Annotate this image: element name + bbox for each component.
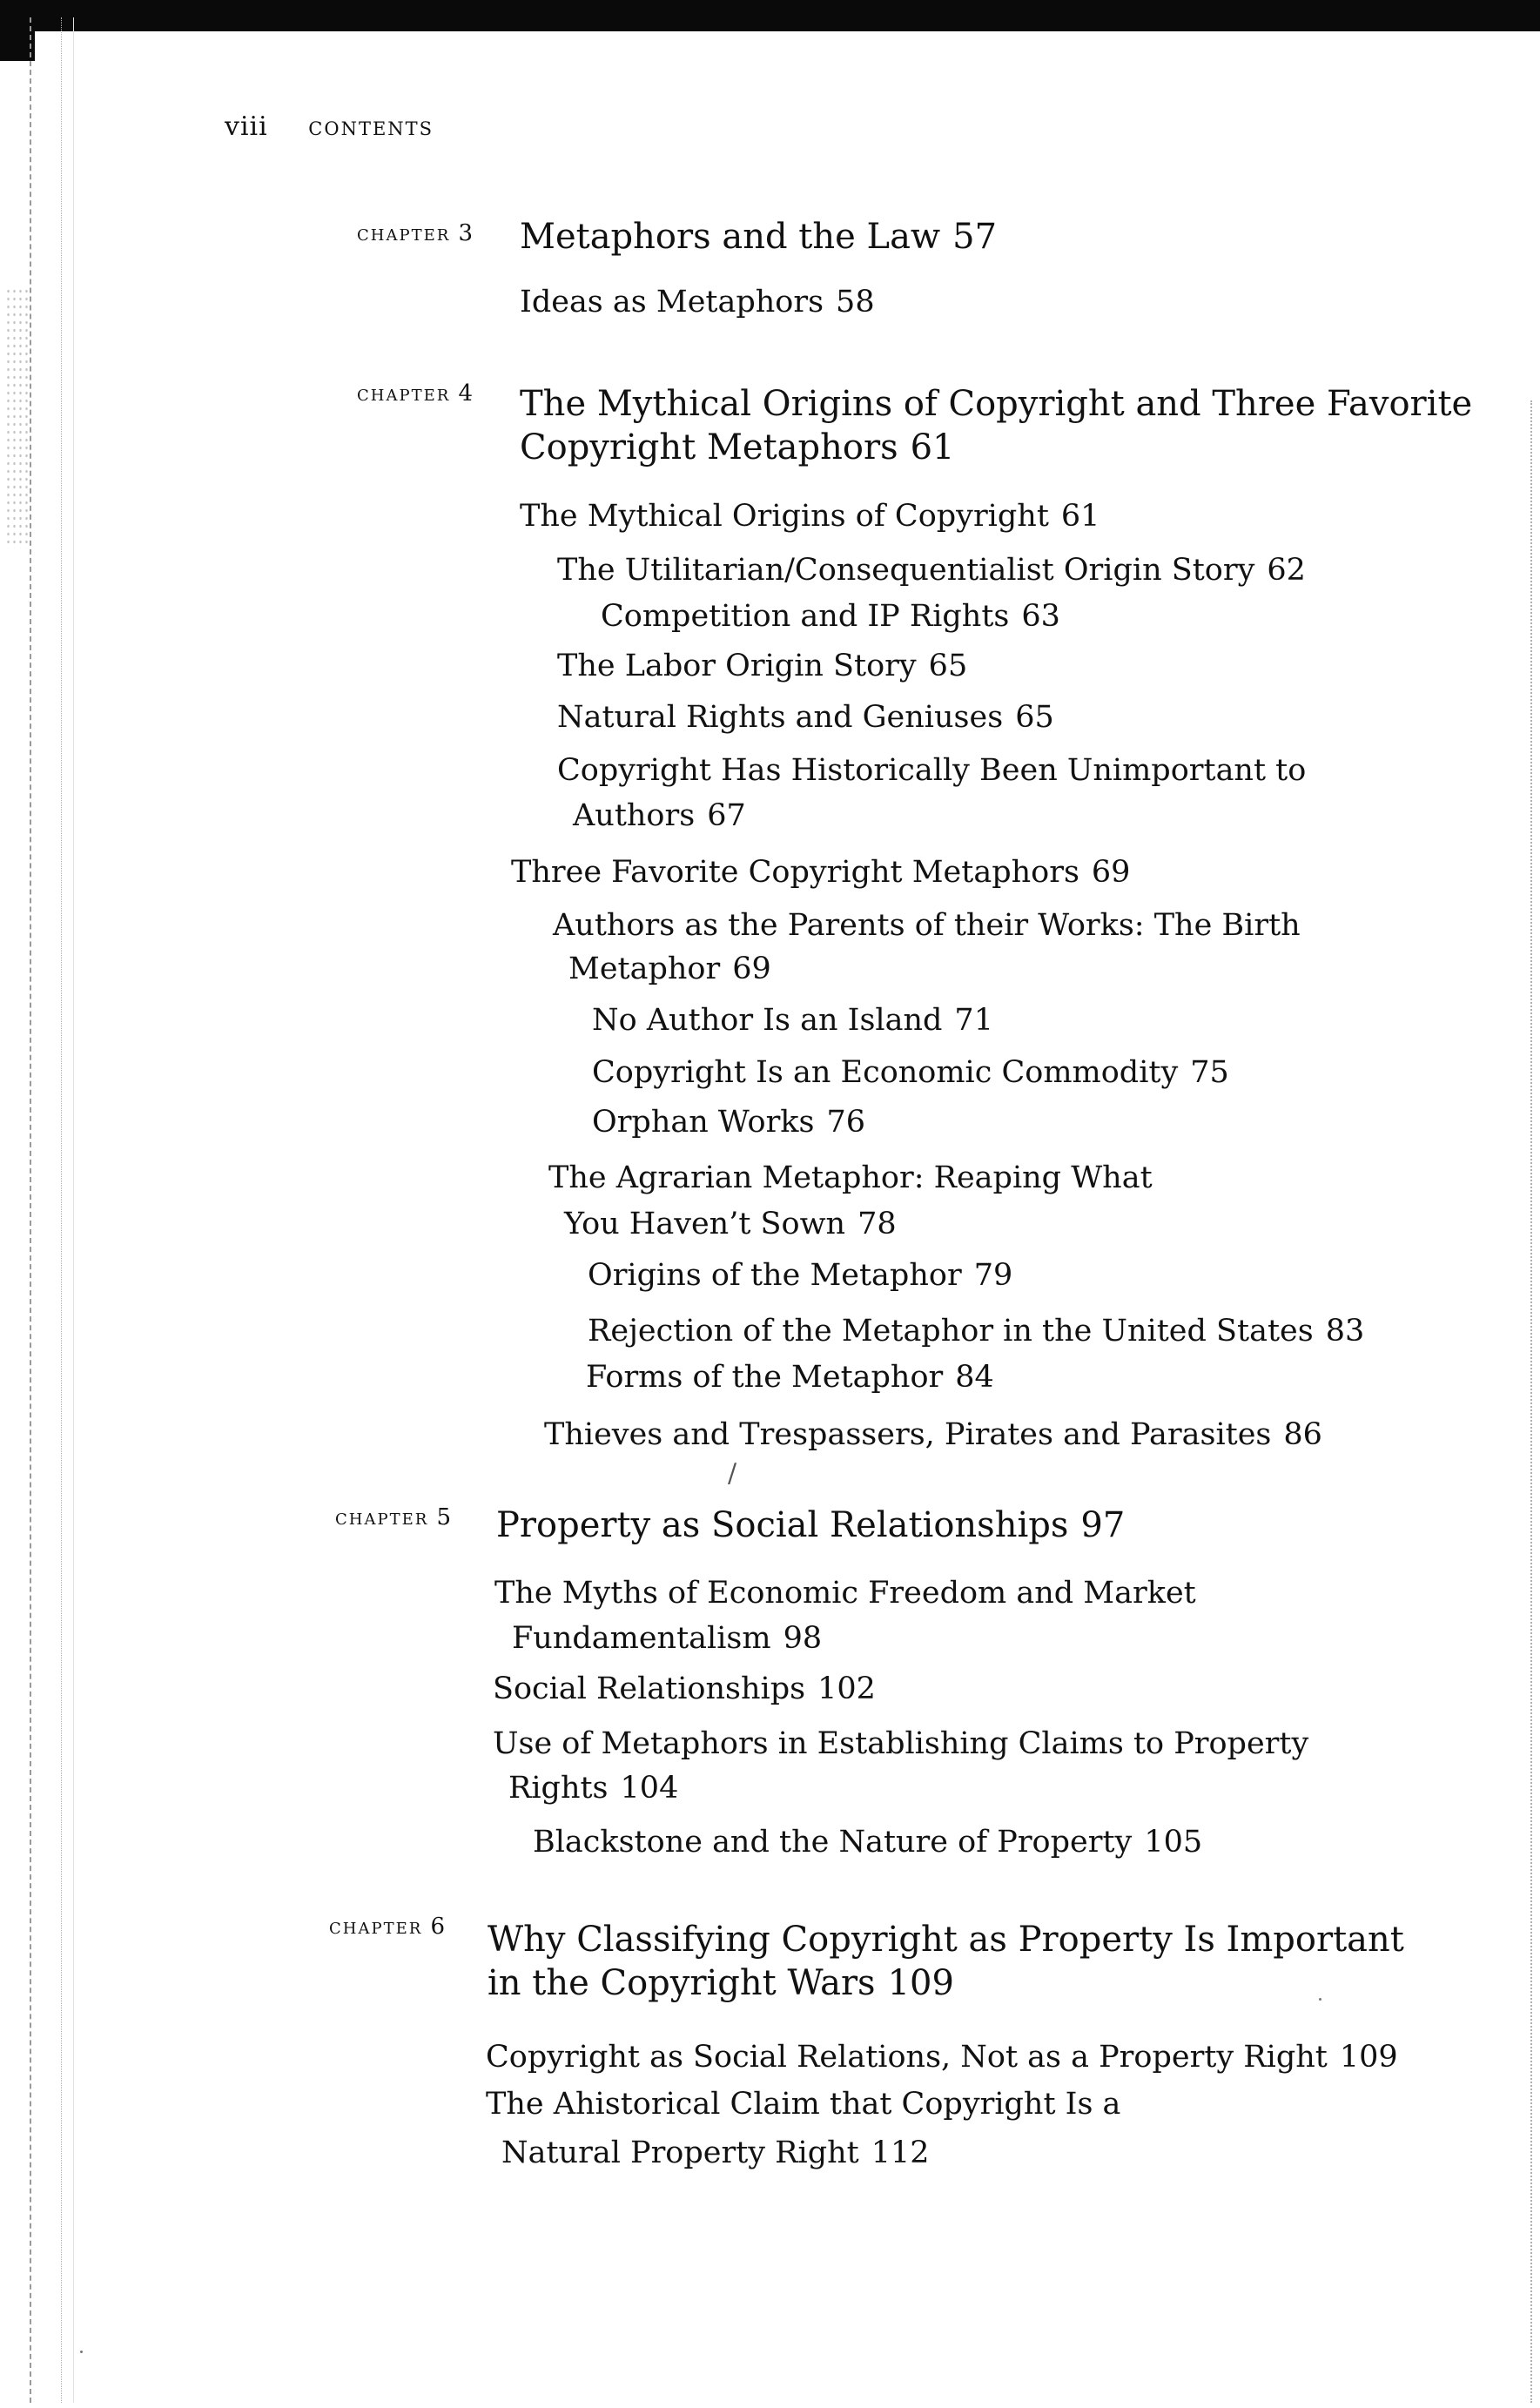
chapter-5-label bbox=[335, 1504, 452, 1530]
chapter-3-label bbox=[357, 220, 474, 246]
chapter-title-line: Why Classifying Copyright as Property Is Important bbox=[488, 1920, 1404, 1960]
scan-dust bbox=[1319, 1998, 1321, 2001]
toc-entry-cont bbox=[564, 1202, 897, 1246]
entry-text: The Labor Origin Story bbox=[557, 649, 917, 683]
entry-page: 75 bbox=[1190, 1055, 1229, 1090]
chapter-page-number: 57 bbox=[952, 217, 998, 257]
chapter-page-number: 61 bbox=[910, 427, 955, 467]
toc-entry bbox=[557, 749, 1306, 792]
entry-text: Copyright Has Historically Been Unimportant to bbox=[557, 753, 1307, 788]
entry-text: The Ahistorical Claim that Copyright Is a bbox=[486, 2087, 1121, 2122]
toc-entry bbox=[493, 1722, 1308, 1766]
toc-entry bbox=[601, 595, 1060, 638]
scan-dust bbox=[80, 2351, 83, 2353]
entry-text-cont: Natural Property Right bbox=[501, 2136, 859, 2170]
entry-text: Natural Rights and Geniuses bbox=[557, 700, 1004, 735]
toc-entry bbox=[486, 2082, 1120, 2126]
entry-text: Ideas as Metaphors bbox=[520, 285, 824, 319]
entry-page: 105 bbox=[1144, 1825, 1203, 1860]
entry-page: 69 bbox=[732, 952, 771, 986]
chapter-word: chapter bbox=[329, 1914, 423, 1940]
chapter-word: chapter bbox=[357, 220, 451, 246]
scan-right-edge bbox=[1530, 400, 1532, 2403]
entry-page: 71 bbox=[954, 1003, 993, 1038]
toc-entry bbox=[533, 1820, 1202, 1864]
toc-entry-cont bbox=[573, 794, 746, 837]
chapter-3-title bbox=[520, 215, 997, 259]
entry-text: Copyright Is an Economic Commodity bbox=[592, 1055, 1179, 1090]
toc-entry bbox=[592, 1051, 1229, 1094]
entry-text-cont: Authors bbox=[573, 798, 696, 833]
toc-entry bbox=[553, 904, 1301, 947]
entry-page: 69 bbox=[1091, 855, 1131, 890]
entry-page: 112 bbox=[871, 2136, 930, 2170]
toc-entry-cont bbox=[501, 2131, 930, 2175]
entry-text: Blackstone and the Nature of Property bbox=[533, 1825, 1133, 1860]
chapter-6-title bbox=[488, 1918, 1404, 1961]
chapter-word: chapter bbox=[357, 380, 451, 407]
chapter-4-title bbox=[520, 382, 1472, 426]
entry-page: 62 bbox=[1267, 553, 1306, 588]
chapter-4-label bbox=[357, 380, 474, 407]
entry-text: The Mythical Origins of Copyright bbox=[520, 499, 1049, 534]
entry-text: Competition and IP Rights bbox=[601, 599, 1010, 634]
toc-entry bbox=[592, 1100, 865, 1144]
entry-page: 79 bbox=[973, 1258, 1013, 1293]
toc-entry bbox=[557, 696, 1054, 739]
entry-text: The Utilitarian/Consequentialist Origin Story bbox=[557, 553, 1255, 588]
entry-text-cont: You Haven’t Sown bbox=[564, 1207, 846, 1241]
entry-text: Origins of the Metaphor bbox=[588, 1258, 962, 1293]
running-head bbox=[225, 111, 434, 142]
chapter-title-line: Metaphors and the Law bbox=[520, 217, 941, 257]
entry-text: Rejection of the Metaphor in the United States bbox=[588, 1314, 1314, 1349]
entry-text: Thieves and Trespassers, Pirates and Parasites bbox=[544, 1417, 1272, 1452]
entry-text-cont: Metaphor bbox=[568, 952, 721, 986]
toc-entry bbox=[592, 999, 993, 1042]
scan-top-border bbox=[0, 0, 1540, 31]
chapter-page-number: 109 bbox=[887, 1963, 954, 2003]
chapter-word: chapter bbox=[335, 1504, 429, 1530]
toc-entry bbox=[588, 1309, 1364, 1353]
page-folio: viii bbox=[225, 111, 268, 142]
entry-page: 109 bbox=[1339, 2040, 1398, 2075]
entry-page: 104 bbox=[620, 1771, 679, 1806]
toc-entry bbox=[486, 2035, 1398, 2079]
toc-entry bbox=[493, 1667, 876, 1711]
entry-text: Use of Metaphors in Establishing Claims to Property bbox=[493, 1726, 1309, 1761]
entry-page: 83 bbox=[1325, 1314, 1365, 1349]
toc-entry-cont bbox=[508, 1766, 678, 1810]
entry-text: No Author Is an Island bbox=[592, 1003, 943, 1038]
scan-left-edge bbox=[30, 17, 31, 2403]
toc-entry bbox=[494, 1571, 1196, 1615]
scan-noise bbox=[5, 287, 28, 548]
chapter-6-label bbox=[329, 1914, 446, 1940]
chapter-title-line: in the Copyright Wars bbox=[488, 1963, 876, 2003]
toc-entry bbox=[557, 548, 1306, 592]
entry-page: 76 bbox=[826, 1105, 866, 1140]
toc-entry bbox=[557, 644, 967, 688]
chapter-number: 3 bbox=[458, 220, 474, 246]
chapter-title-line: Property as Social Relationships bbox=[496, 1505, 1069, 1545]
entry-page: 86 bbox=[1283, 1417, 1322, 1452]
toc-entry bbox=[511, 851, 1130, 894]
entry-text: Social Relationships bbox=[493, 1671, 806, 1706]
toc-entry bbox=[544, 1413, 1322, 1456]
entry-text: The Agrarian Metaphor: Reaping What bbox=[548, 1160, 1153, 1195]
entry-page: 78 bbox=[857, 1207, 897, 1241]
chapter-number: 5 bbox=[436, 1504, 453, 1530]
entry-text: Authors as the Parents of their Works: The Birth bbox=[553, 908, 1301, 943]
running-head-title: contents bbox=[308, 111, 434, 142]
entry-text: Forms of the Metaphor bbox=[586, 1360, 944, 1395]
toc-entry bbox=[520, 494, 1100, 538]
toc-entry bbox=[586, 1355, 994, 1399]
entry-text-cont: Fundamentalism bbox=[512, 1621, 771, 1656]
scan-left-edge-faint bbox=[73, 17, 74, 2403]
stray-pen-mark: / bbox=[728, 1458, 737, 1489]
entry-text: The Myths of Economic Freedom and Market bbox=[494, 1576, 1196, 1611]
toc-entry-cont bbox=[512, 1617, 822, 1660]
entry-text: Three Favorite Copyright Metaphors bbox=[511, 855, 1079, 890]
chapter-6-title-cont bbox=[488, 1961, 954, 2005]
chapter-title-line: Copyright Metaphors bbox=[520, 427, 898, 467]
toc-entry-cont bbox=[568, 947, 771, 991]
chapter-4-title-cont bbox=[520, 426, 955, 469]
chapter-page-number: 97 bbox=[1080, 1505, 1126, 1545]
entry-page: 65 bbox=[928, 649, 968, 683]
entry-page: 65 bbox=[1015, 700, 1054, 735]
entry-page: 63 bbox=[1021, 599, 1060, 634]
chapter-number: 6 bbox=[430, 1914, 447, 1940]
entry-page: 98 bbox=[783, 1621, 823, 1656]
entry-text-cont: Rights bbox=[508, 1771, 609, 1806]
entry-text: Copyright as Social Relations, Not as a Property Right bbox=[486, 2040, 1328, 2075]
toc-entry bbox=[520, 280, 875, 324]
chapter-5-title bbox=[496, 1503, 1125, 1547]
entry-page: 84 bbox=[955, 1360, 994, 1395]
entry-page: 58 bbox=[836, 285, 875, 319]
entry-page: 61 bbox=[1060, 499, 1100, 534]
chapter-title-line: The Mythical Origins of Copyright and Three Favorite bbox=[520, 384, 1473, 424]
chapter-number: 4 bbox=[458, 380, 474, 407]
scan-left-edge-inner bbox=[61, 17, 62, 2403]
entry-page: 102 bbox=[817, 1671, 876, 1706]
entry-page: 67 bbox=[707, 798, 746, 833]
toc-entry bbox=[588, 1254, 1012, 1297]
entry-text: Orphan Works bbox=[592, 1105, 815, 1140]
toc-entry bbox=[548, 1156, 1153, 1200]
